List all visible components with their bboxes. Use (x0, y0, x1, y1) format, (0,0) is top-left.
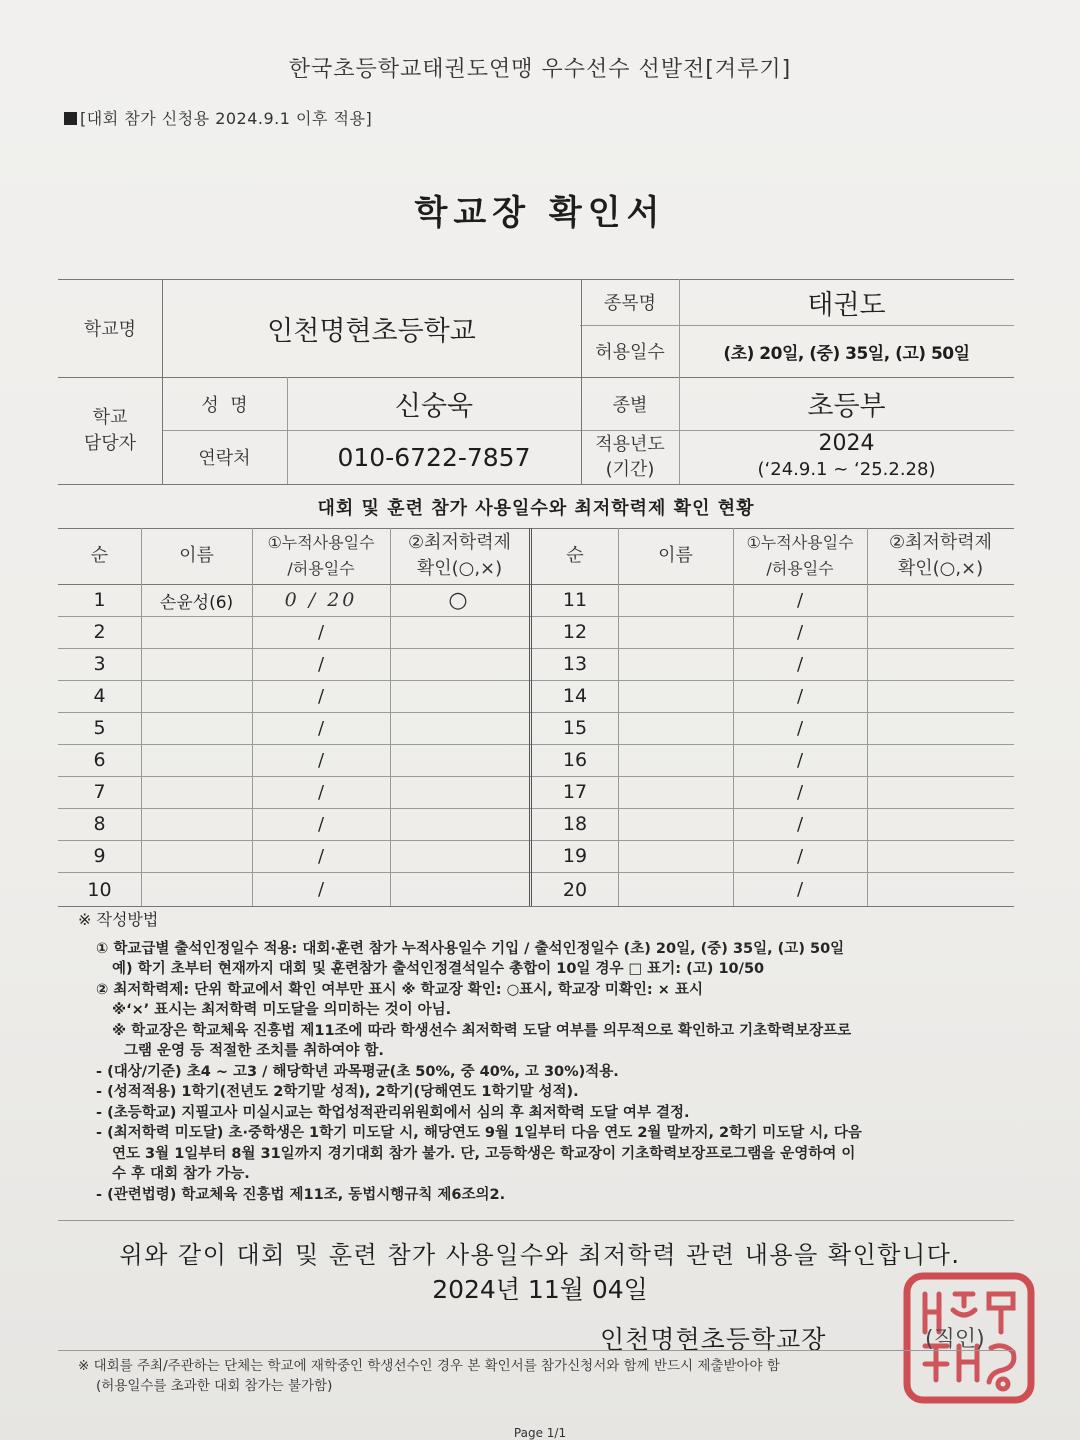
year-number: 2024 (818, 431, 875, 456)
footnote-line-2: (허용일수를 초과한 대회 참가는 불가함) (96, 1378, 333, 1394)
instruction-line: - (성적적용) 1학기(전년도 2학기말 성적), 2학기(당해연도 1학기말 성적). (96, 1084, 579, 1100)
row-no-cell: 3 (93, 653, 106, 675)
row-no-cell: 17 (562, 781, 588, 803)
event-label: 종목명 (603, 293, 657, 314)
instructions-heading: ※ 작성방법 (78, 910, 159, 929)
name-label: 성 명 (201, 394, 248, 416)
row-name-cell (141, 744, 252, 776)
row-days-cell: / (796, 685, 804, 707)
row-name-cell (618, 776, 733, 808)
year-value (679, 430, 1014, 484)
row-no-cell: 13 (562, 653, 588, 675)
row-name-cell (141, 616, 252, 648)
row-check-cell (867, 584, 1014, 616)
row-days-cell: / (796, 653, 804, 675)
row-days-cell: / (796, 589, 804, 611)
page-number: Page 1/1 (513, 1426, 567, 1440)
row-check-cell (867, 873, 1014, 906)
competition-title: 한국초등학교태권도연맹 우수선수 선발전[겨루기] (288, 57, 792, 82)
event-value: 태권도 (807, 289, 886, 321)
col-days-right-line2: /허용일수 (766, 559, 834, 578)
year-label (581, 430, 679, 484)
staff-label (58, 377, 162, 484)
row-no-cell: 4 (93, 685, 106, 707)
row-name-cell (141, 776, 252, 808)
instruction-line: ① 학교급별 출석인정일수 적용: 대회·훈련 참가 누적사용일수 기입 / 출석인정일수 (초) 20일, (중) 35일, (고) 50일 (96, 940, 845, 957)
col-acad-right-line1: ②최저학력제 (888, 532, 993, 553)
seal-label: (직인) (925, 1327, 985, 1352)
row-check-cell (390, 873, 529, 906)
row-days-cell: / (796, 621, 804, 643)
instruction-line: ② 최저학력제: 단위 학교에서 확인 여부만 표시 ※ 학교장 확인: ○표시, 학교장 미확인: × 표시 (96, 981, 703, 998)
row-days-cell: / (317, 781, 325, 803)
row-name-cell (618, 808, 733, 840)
row-name-cell (618, 712, 733, 744)
row-no-cell: 1 (93, 589, 106, 611)
row-days-cell: / (317, 879, 325, 900)
notice-line (64, 106, 372, 129)
notice-text: [대회 참가 신청용 2024.9.1 이후 적용] (80, 109, 373, 128)
row-check-cell (867, 744, 1014, 776)
col-acad-left-line1: ②최저학력제 (407, 532, 512, 553)
footnote-line-1: ※ 대회를 주최/주관하는 단체는 학교에 재학중인 학생선수인 경우 본 확인서를 참가신청서와 함께 반드시 제출받아야 함 (78, 1358, 780, 1374)
instruction-line: - (대상/기준) 초4 ~ 고3 / 해당학년 과목평균(초 50%, 중 40%, 고 30%)적용. (96, 1063, 619, 1080)
col-no-left: 순 (90, 545, 109, 566)
row-name-cell (141, 712, 252, 744)
row-name-cell (618, 616, 733, 648)
instruction-line: 수 후 대회 참가 가능. (112, 1166, 250, 1182)
instruction-line: - (초등학교) 지필고사 미실시교는 학업성적관리위원회에서 심의 후 최저학력 도달 여부 결정. (96, 1104, 690, 1121)
instruction-line: - (최저학력 미도달) 초·중학생은 1학기 미도달 시, 해당연도 9월 1일부터 다음 연도 2월 말까지, 2학기 미도달 시, 다음 (96, 1125, 862, 1141)
col-no-right: 순 (566, 545, 584, 566)
row-check-cell: ○ (448, 587, 471, 613)
col-days-left-line2: /허용일수 (287, 559, 355, 578)
row-no-cell: 20 (562, 878, 588, 901)
row-check-cell (390, 744, 529, 776)
row-no-cell: 16 (562, 749, 588, 771)
col-days-right (733, 528, 867, 584)
row-name-cell (618, 873, 733, 906)
row-name-cell (618, 680, 733, 712)
year-label-line1: 적용년도 (595, 434, 665, 455)
row-days-cell: / (317, 845, 325, 867)
row-days-cell: / (796, 749, 804, 771)
col-name-left: 이름 (179, 545, 214, 566)
row-name-cell (618, 840, 733, 872)
division-label: 종별 (612, 394, 648, 416)
col-name-right: 이름 (658, 545, 693, 566)
row-name-cell (618, 584, 733, 616)
row-no-cell: 6 (93, 749, 106, 771)
row-days-cell: / (317, 749, 325, 771)
row-no-cell: 7 (93, 781, 106, 803)
school-value: 인천명현초등학교 (267, 315, 476, 347)
row-check-cell (867, 712, 1014, 744)
col-acad-right (867, 528, 1014, 584)
instruction-line: ※‘×’ 표시는 최저학력 미도달을 의미하는 것이 아님. (112, 1002, 452, 1018)
row-no-cell: 14 (562, 685, 588, 707)
row-name-cell (141, 680, 252, 712)
staff-label-line2: 담당자 (83, 432, 137, 454)
row-check-cell (867, 648, 1014, 680)
status-table-title: 대회 및 훈련 참가 사용일수와 최저학력제 확인 현황 (317, 498, 755, 519)
row-name-cell (141, 808, 252, 840)
row-check-cell (390, 616, 529, 648)
row-no-cell: 11 (562, 589, 588, 611)
square-bullet-icon (64, 112, 77, 125)
row-no-cell: 18 (562, 813, 588, 835)
row-days-cell: / (796, 879, 804, 900)
col-acad-right-line2: 확인(○,×) (897, 558, 984, 579)
confirmation-date: 2024년 11월 04일 (432, 1275, 648, 1304)
row-days-cell: / (796, 781, 804, 803)
row-no-cell: 10 (87, 878, 112, 901)
instruction-line: 예) 학기 초부터 현재까지 대회 및 훈련참가 출석인정결석일수 총합이 10일 경우 □ 표기: (고) 10/50 (112, 961, 765, 977)
row-name-cell (141, 840, 252, 872)
col-acad-left-line2: 확인(○,×) (416, 558, 503, 579)
instruction-line: - (관련법령) 학교체육 진흥법 제11조, 동법시행규칙 제6조의2. (96, 1186, 506, 1203)
row-check-cell (390, 776, 529, 808)
instruction-line: 연도 3월 1일부터 8월 31일까지 경기대회 참가 불가. 단, 고등학생은 학교장이 기초학력보장프로그램을 운영하여 이 (112, 1145, 856, 1162)
row-days-cell: / (317, 685, 325, 707)
contact-value: 010-6722-7857 (337, 442, 531, 472)
col-days-left-line1: ①누적사용일수 (267, 533, 375, 552)
row-no-cell: 9 (93, 845, 106, 867)
row-no-cell: 5 (93, 717, 106, 739)
row-name-cell (141, 873, 252, 906)
row-check-cell (867, 616, 1014, 648)
row-no-cell: 12 (562, 621, 588, 643)
row-check-cell (390, 680, 529, 712)
row-days-cell: / (317, 621, 325, 643)
row-name-cell (141, 648, 252, 680)
instruction-line: 그램 운영 등 적절한 조치를 취하여야 함. (124, 1043, 384, 1059)
row-name-cell (618, 648, 733, 680)
col-days-left (252, 528, 390, 584)
row-check-cell (867, 808, 1014, 840)
allowed-value: (초) 20일, (중) 35일, (고) 50일 (723, 343, 970, 364)
row-check-cell (390, 648, 529, 680)
row-check-cell (390, 808, 529, 840)
row-days-cell: / (317, 653, 325, 675)
row-no-cell: 8 (93, 813, 106, 835)
instruction-line: ※ 학교장은 학교체육 진흥법 제11조에 따라 학생선수 최저학력 도달 여부를 의무적으로 확인하고 기초학력보장프로 (112, 1022, 852, 1039)
row-no-cell: 19 (562, 845, 588, 867)
submission-footnote (78, 1356, 1008, 1396)
contact-label: 연락처 (198, 448, 251, 469)
allowed-label: 허용일수 (595, 342, 665, 363)
name-value: 신숭욱 (394, 391, 474, 422)
row-days-cell: / (796, 717, 804, 739)
row-name-cell: 손윤성(6) (159, 592, 234, 613)
period-value: (‘24.9.1 ~ ‘25.2.28) (757, 459, 936, 480)
document-title: 학교장 확인서 (414, 193, 666, 233)
confirmation-statement: 위와 같이 대회 및 훈련 참가 사용일수와 최저학력 관련 내용을 확인합니다. (119, 1241, 961, 1269)
row-check-cell (390, 840, 529, 872)
row-check-cell (867, 776, 1014, 808)
staff-label-line1: 학교 (92, 406, 128, 428)
row-days-cell: / (796, 813, 804, 835)
row-no-cell: 2 (93, 621, 106, 643)
row-no-cell: 15 (562, 717, 588, 739)
row-days-cell: 0 / 20 (284, 589, 358, 611)
col-acad-left (390, 528, 529, 584)
row-days-cell: / (796, 845, 804, 867)
row-days-cell: / (317, 717, 325, 739)
division-value: 초등부 (807, 391, 886, 422)
row-check-cell (867, 680, 1014, 712)
principal-name: 인천명현초등학교장 (600, 1325, 827, 1354)
row-check-cell (390, 712, 529, 744)
writing-instructions (78, 910, 978, 1205)
year-label-line2: (기간) (605, 459, 655, 480)
school-label: 학교명 (83, 319, 137, 340)
row-name-cell (618, 744, 733, 776)
row-check-cell (867, 840, 1014, 872)
col-days-right-line1: ①누적사용일수 (746, 533, 854, 552)
row-days-cell: / (317, 813, 325, 835)
